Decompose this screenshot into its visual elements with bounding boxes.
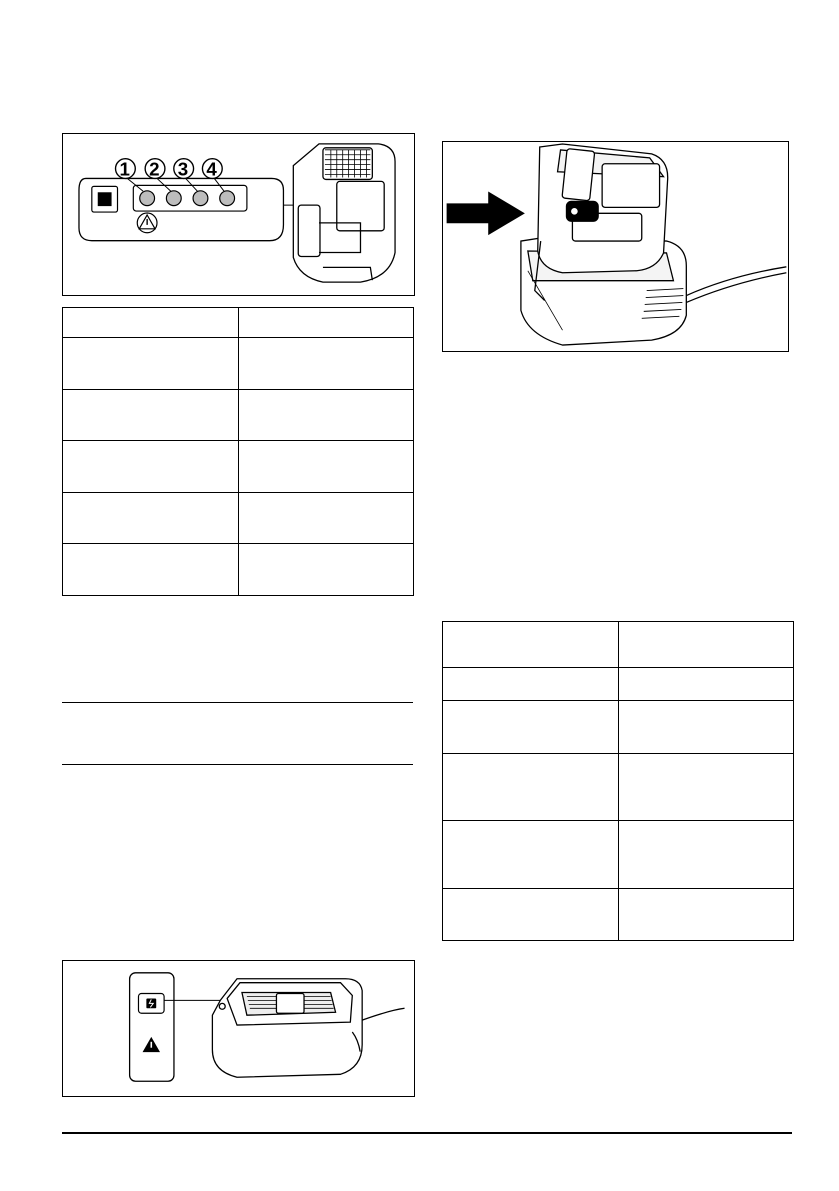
callout-3: 3 (177, 158, 189, 180)
table-cell (239, 390, 414, 441)
table-row (63, 390, 414, 441)
led-2-icon (166, 191, 181, 206)
table-row (63, 338, 414, 390)
charger-indicator-figure (62, 960, 415, 1097)
battery-status-table (62, 307, 414, 596)
callout-2: 2 (149, 158, 160, 180)
table-cell (619, 821, 794, 889)
table-row (443, 754, 794, 821)
battery-icon (293, 144, 395, 282)
table-cell (443, 754, 619, 821)
table-cell (619, 622, 794, 668)
table-cell (619, 668, 794, 701)
table-cell (619, 754, 794, 821)
table-cell (63, 308, 239, 338)
table-cell (63, 544, 239, 596)
insert-arrow-icon (447, 192, 525, 236)
table-cell (443, 668, 619, 701)
led-1-icon (140, 191, 155, 206)
table-cell (63, 441, 239, 493)
indicator-panel (130, 973, 174, 1081)
note-top-rule (62, 702, 413, 703)
table-cell (63, 493, 239, 544)
table-cell (619, 889, 794, 941)
footer-rule (62, 1132, 792, 1134)
table-cell (63, 338, 239, 390)
led-3-icon (193, 191, 208, 206)
table-cell (63, 390, 239, 441)
table-row (63, 308, 414, 338)
table-row (443, 622, 794, 668)
callout-1: 1 (119, 158, 130, 180)
table-cell (239, 441, 414, 493)
table-row (443, 889, 794, 941)
table-cell (239, 493, 414, 544)
table-row (443, 701, 794, 754)
battery-insert-figure (442, 141, 789, 352)
table-cell (443, 889, 619, 941)
battery-led-illustration (63, 134, 414, 295)
note-bottom-rule (62, 764, 413, 765)
table-cell (443, 701, 619, 754)
table-cell (443, 622, 619, 668)
led-4-icon (220, 191, 235, 206)
table-row (63, 544, 414, 596)
table-cell (239, 544, 414, 596)
table-row (63, 441, 414, 493)
table-row (443, 668, 794, 701)
table-row (443, 821, 794, 889)
charger-status-table (442, 621, 794, 941)
charger-icon (212, 979, 404, 1078)
table-cell (239, 338, 414, 390)
table-cell (239, 308, 414, 338)
table-cell (443, 821, 619, 889)
table-cell (619, 701, 794, 754)
callout-4: 4 (206, 158, 217, 180)
battery-insert-illustration (443, 142, 788, 351)
battery-led-figure (62, 133, 415, 296)
table-row (63, 493, 414, 544)
charger-indicator-illustration (63, 961, 414, 1096)
